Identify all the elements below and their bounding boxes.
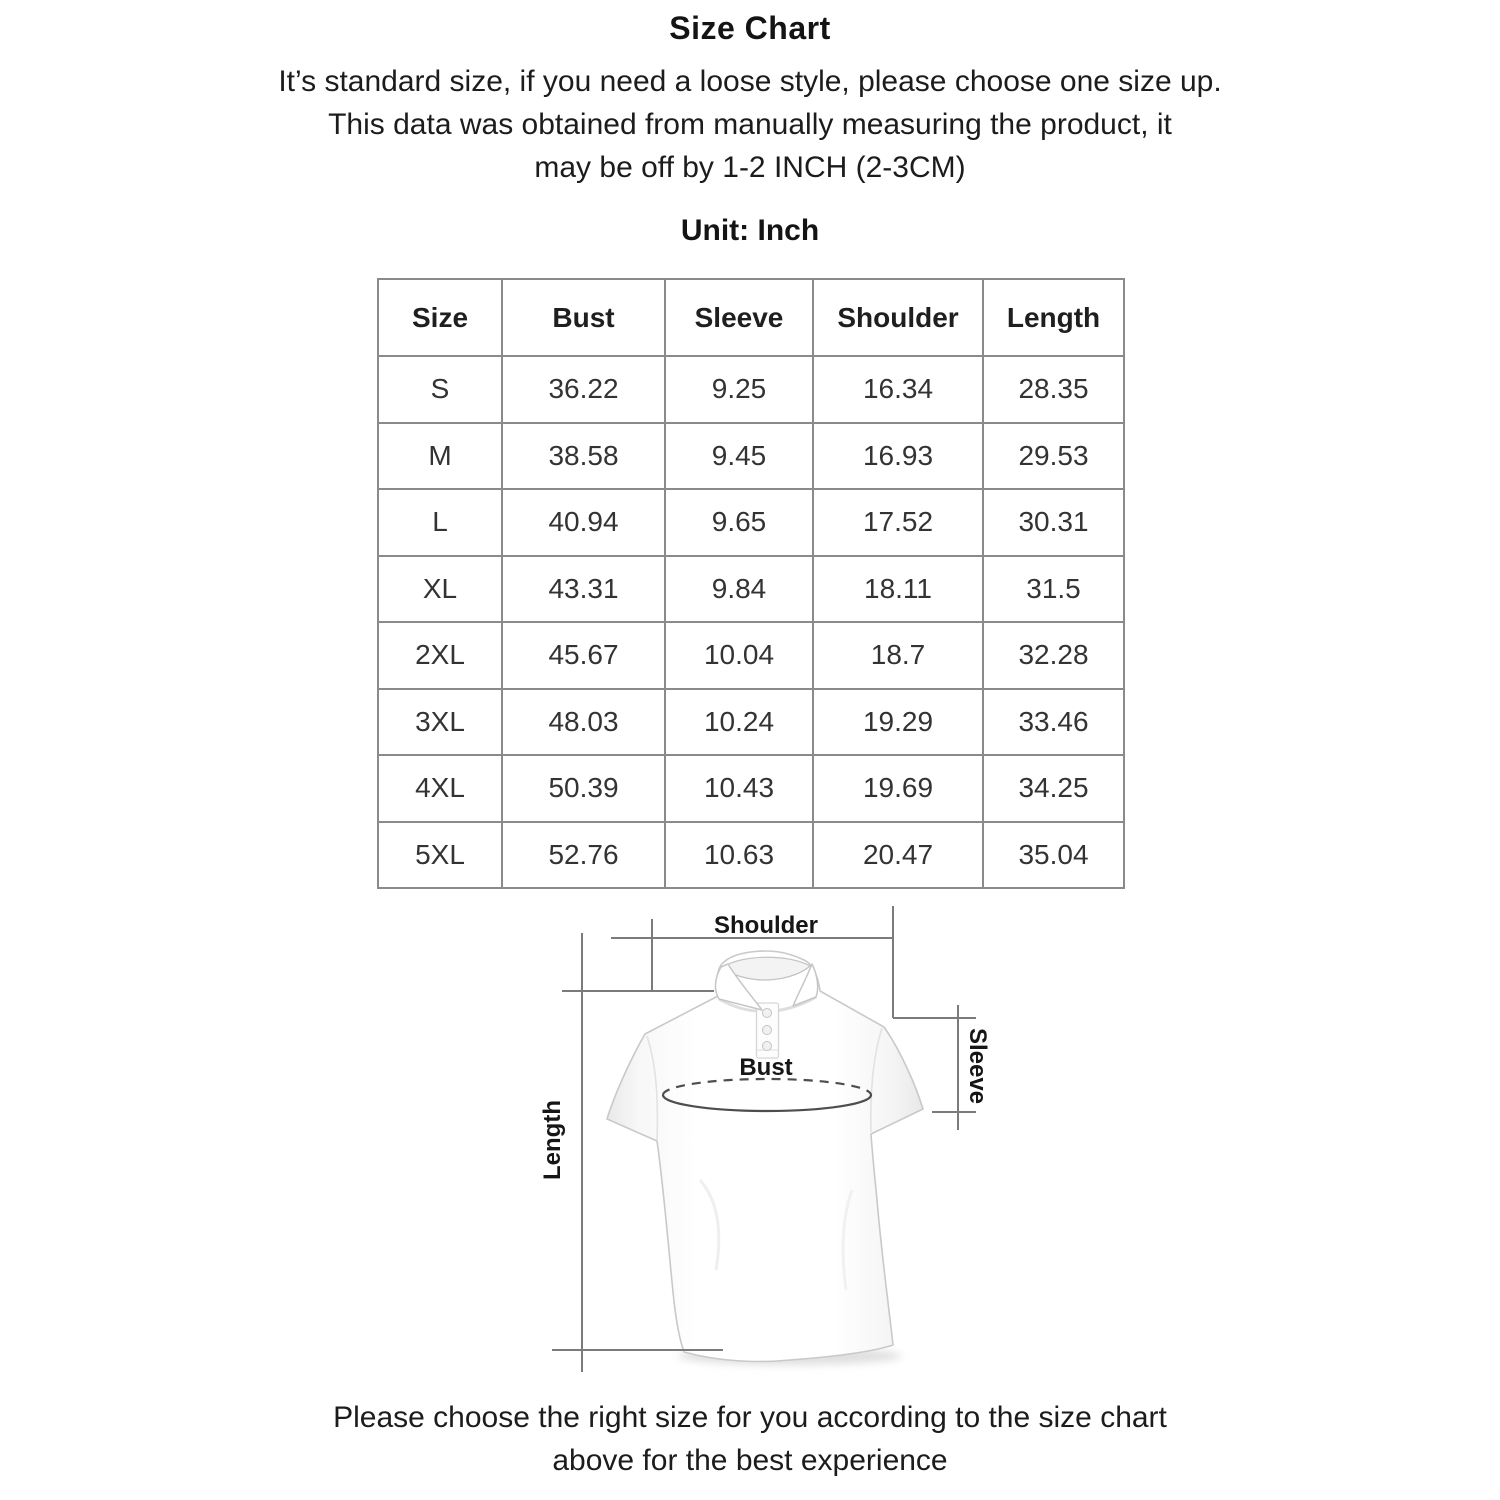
cell-bust: 48.03 — [502, 689, 665, 756]
polo-shirt-illustration — [607, 951, 923, 1365]
table-row — [378, 423, 1124, 490]
footer-line-2: above for the best experience — [552, 1444, 948, 1477]
cell-size: XL — [378, 556, 502, 623]
cell-shoulder: 18.7 — [813, 622, 983, 689]
intro-line-3: may be off by 1-2 INCH (2-3CM) — [534, 151, 966, 184]
cell-shoulder: 20.47 — [813, 822, 983, 889]
col-header-sleeve: Sleeve — [665, 279, 813, 356]
cell-size: M — [378, 423, 502, 490]
intro-text — [0, 60, 1500, 189]
cell-bust: 36.22 — [502, 356, 665, 423]
cell-size: 2XL — [378, 622, 502, 689]
cell-shoulder: 18.11 — [813, 556, 983, 623]
cell-sleeve: 9.84 — [665, 556, 813, 623]
cell-size: L — [378, 489, 502, 556]
cell-size: 4XL — [378, 755, 502, 822]
size-diagram — [505, 898, 1035, 1392]
size-table — [377, 278, 1125, 889]
table-row — [378, 356, 1124, 423]
cell-shoulder: 19.29 — [813, 689, 983, 756]
cell-sleeve: 10.43 — [665, 755, 813, 822]
intro-line-1: It’s standard size, if you need a loose style, please choose one size up. — [278, 65, 1222, 98]
intro-line-2: This data was obtained from manually measuring the product, it — [328, 108, 1172, 141]
shoulder-label: Shoulder — [713, 912, 819, 939]
cell-bust: 50.39 — [502, 755, 665, 822]
page-title: Size Chart — [669, 10, 831, 46]
cell-length: 30.31 — [983, 489, 1124, 556]
cell-size: 5XL — [378, 822, 502, 889]
cell-sleeve: 9.45 — [665, 423, 813, 490]
col-header-size: Size — [378, 279, 502, 356]
cell-length: 29.53 — [983, 423, 1124, 490]
cell-length: 35.04 — [983, 822, 1124, 889]
cell-shoulder: 17.52 — [813, 489, 983, 556]
cell-length: 33.46 — [983, 689, 1124, 756]
cell-shoulder: 19.69 — [813, 755, 983, 822]
cell-sleeve: 10.63 — [665, 822, 813, 889]
cell-size: S — [378, 356, 502, 423]
cell-bust: 52.76 — [502, 822, 665, 889]
footer-note — [0, 1396, 1500, 1482]
sleeve-label: Sleeve — [964, 1027, 991, 1105]
col-header-length: Length — [983, 279, 1124, 356]
cell-length: 34.25 — [983, 755, 1124, 822]
cell-length: 31.5 — [983, 556, 1124, 623]
footer-line-1: Please choose the right size for you according to the size chart — [333, 1401, 1167, 1434]
cell-sleeve: 9.25 — [665, 356, 813, 423]
cell-sleeve: 9.65 — [665, 489, 813, 556]
cell-bust: 38.58 — [502, 423, 665, 490]
table-row — [378, 556, 1124, 623]
table-row — [378, 489, 1124, 556]
cell-sleeve: 10.04 — [665, 622, 813, 689]
cell-length: 32.28 — [983, 622, 1124, 689]
table-row — [378, 622, 1124, 689]
cell-shoulder: 16.34 — [813, 356, 983, 423]
table-header-row — [378, 279, 1124, 356]
col-header-shoulder: Shoulder — [813, 279, 983, 356]
placket-buttons — [763, 1009, 772, 1051]
table-row — [378, 755, 1124, 822]
cell-bust: 45.67 — [502, 622, 665, 689]
cell-sleeve: 10.24 — [665, 689, 813, 756]
cell-size: 3XL — [378, 689, 502, 756]
cell-length: 28.35 — [983, 356, 1124, 423]
col-header-bust: Bust — [502, 279, 665, 356]
table-row — [378, 822, 1124, 889]
unit-label: Unit: Inch — [680, 214, 820, 247]
cell-shoulder: 16.93 — [813, 423, 983, 490]
cell-bust: 40.94 — [502, 489, 665, 556]
cell-bust: 43.31 — [502, 556, 665, 623]
bust-label: Bust — [739, 1054, 793, 1081]
length-label: Length — [539, 1100, 566, 1180]
table-row — [378, 689, 1124, 756]
